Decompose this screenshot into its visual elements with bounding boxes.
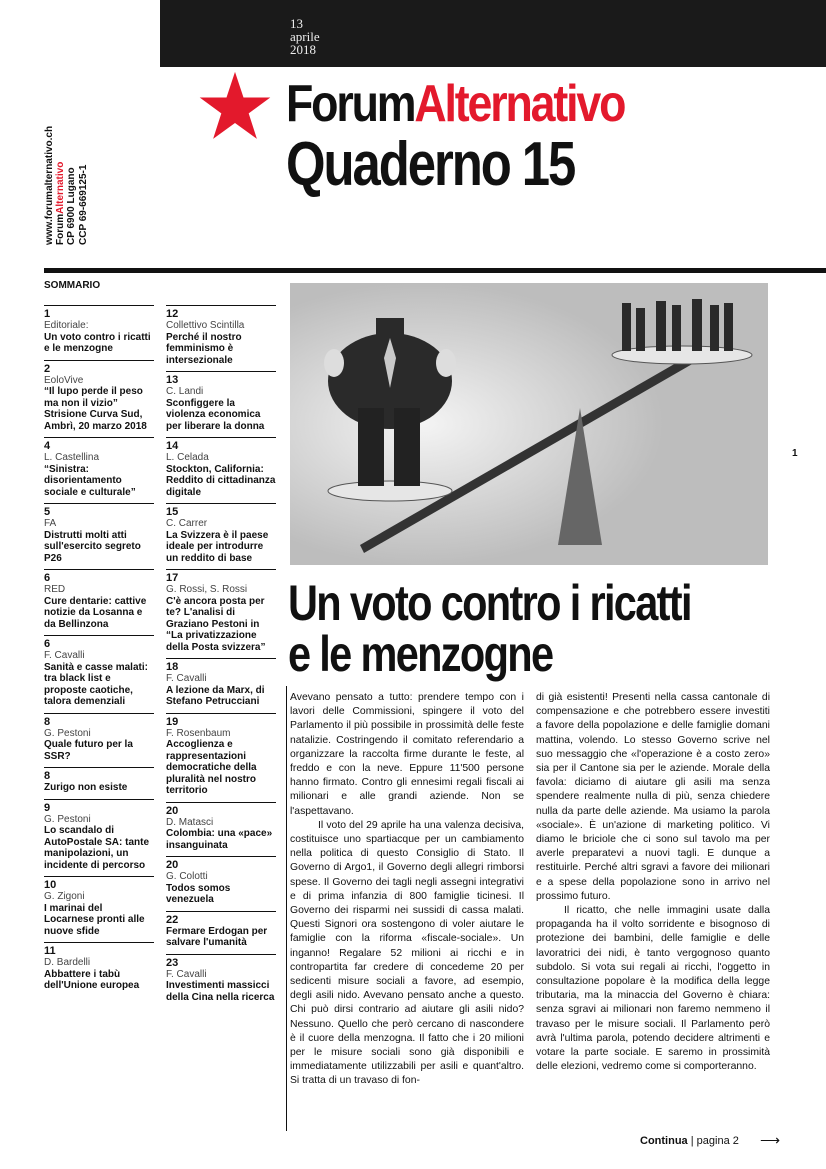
paragraph: Il ricatto, che nelle immagini usate dalla propaganda ha il volto sorridente e bisognoso di protezione dei bambini, delle famiglie e delle lavoratrici dei nidi, è tanto vergognoso quanto subdolo. Si vota sui regali ai ricchi, l'oggetto in consultazione popolare è la modifica della legge tributaria, ma la minaccia del Governo è chiara: senza sgravi ai milionari non faremo nemmeno il travaso per le misure sociali. Il Parlamento però avrà l'ultima parola, potendo decidere altrimenti e votare la parte sociale. E saremo in prossimità delle elezioni, vedremo come si comporteranno. bbox=[536, 905, 770, 1073]
sommario-item-title: Un voto contro i ricatti e le menzogne bbox=[44, 331, 151, 354]
sommario-author: C. Carrer bbox=[166, 518, 208, 529]
sommario-page-number: 6 bbox=[44, 572, 51, 584]
sommario-item[interactable] bbox=[44, 876, 154, 937]
sommario-page-number: 19 bbox=[166, 715, 179, 728]
sommario-page-number: 6 bbox=[44, 638, 51, 650]
sommario-author: Collettivo Scintilla bbox=[166, 320, 245, 331]
sommario-author: F. Cavalli bbox=[166, 673, 207, 684]
paragraph: di già esistenti! Presenti nella cassa cantonale di compensazione e che potrebbero essere investiti a favore della popolazione e delle famiglie domani mattina, volendo. Lo stesso Governo scrive nel suo messaggio che «l'operazione è a costo zero» sia per il Cantone sia per le aziende. Morale della favola: diciamo di aiutare gli asili ma senza spendere realmente nulla di più, senza chiedere nulla da parte delle aziende. Ma usiamo la parola «sociale». È un'azione di marketing politico. Vi diamo le briciole che ci sono sul tavolo ma per averle preparatevi a nuovi tagli. E dunque a restituirle. Perché altri sgravi a favore dei milionari e a spese della popolazione sono in arrivo nel prossimo futuro. bbox=[536, 692, 770, 902]
continue-link[interactable] bbox=[640, 1132, 780, 1149]
sommario-page-number: 1 bbox=[44, 308, 51, 320]
sommario-item[interactable] bbox=[44, 635, 154, 708]
sommario-item[interactable] bbox=[166, 658, 276, 708]
sommario-page-number: 8 bbox=[44, 770, 51, 782]
sommario-page-number: 18 bbox=[166, 661, 179, 673]
sommario-item-title: Zurigo non esiste bbox=[44, 782, 128, 793]
issue-date bbox=[290, 17, 350, 56]
sommario-item-title: Lo scandalo di AutoPostale SA: tante manipolazioni, un incidente di percorso bbox=[44, 825, 150, 871]
sommario-item[interactable] bbox=[44, 305, 154, 355]
sommario-item-title: Sanità e casse malati: tra black list e proposte caotiche, talora demenziali bbox=[44, 661, 148, 707]
continua-label: Continua bbox=[640, 1135, 688, 1147]
sommario-item-title: Fermare Erdogan per salvare l'umanità bbox=[166, 925, 268, 948]
sommario-item[interactable] bbox=[166, 856, 276, 906]
sommario-item[interactable] bbox=[166, 802, 276, 852]
sommario-page-number: 4 bbox=[44, 440, 51, 452]
sommario-item[interactable] bbox=[44, 360, 154, 433]
article-illustration bbox=[290, 283, 768, 565]
sommario-item[interactable] bbox=[166, 371, 276, 432]
sommario-item[interactable] bbox=[166, 713, 276, 797]
article-headline bbox=[288, 575, 691, 682]
sommario-item[interactable] bbox=[166, 954, 276, 1004]
sommario-page-number: 12 bbox=[166, 308, 179, 320]
sommario-page-number: 17 bbox=[166, 572, 179, 584]
sommario-item[interactable] bbox=[166, 437, 276, 498]
sommario-item[interactable] bbox=[44, 767, 154, 794]
sommario-page-number: 22 bbox=[166, 913, 179, 926]
sommario-item-title: Sconfiggere la violenza economica per liberare la donna bbox=[166, 397, 265, 432]
sommario-item-title: Todos somos venezuela bbox=[166, 882, 231, 905]
org-alternativo: Alternativo bbox=[55, 161, 67, 214]
date-bar bbox=[160, 0, 826, 67]
website-link[interactable]: www.forumalternativo.ch bbox=[44, 125, 55, 245]
sommario-item[interactable] bbox=[166, 503, 276, 564]
sommario-author: EoloVive bbox=[44, 374, 84, 386]
sommario-column-2 bbox=[166, 305, 276, 1008]
sommario-page-number: 2 bbox=[44, 362, 51, 375]
ccp-number: CCP 69-669125-1 bbox=[77, 164, 89, 245]
sommario-author: L. Castellina bbox=[44, 452, 100, 463]
sommario-item-title: “Sinistra: disorientamento sociale e culturale” bbox=[44, 463, 136, 498]
header-rule bbox=[44, 268, 826, 273]
sommario-item-title: Quale futuro per la SSR? bbox=[44, 739, 133, 762]
masthead-forum: Forum bbox=[286, 75, 415, 133]
paragraph: Avevano pensato a tutto: prendere tempo con i lavori delle Commissioni, spingere il voto del Parlamento il più possibile in prossimità delle feste natalizie. Costringendo il comitato referendario a organizzare la raccolta firme durante le feste, al freddo e con la neve. Eppure 11'500 persone hanno firmato. Contro gli ennesimi regali fiscali ai milionari e alle grandi aziende. Non se l'aspettavano. bbox=[290, 692, 524, 817]
sommario-page-number: 13 bbox=[166, 374, 179, 386]
date-month: aprile bbox=[290, 29, 320, 44]
sommario-item[interactable] bbox=[44, 799, 154, 872]
sommario-item[interactable] bbox=[44, 569, 154, 630]
sommario-author: F. Rosenbaum bbox=[166, 727, 231, 739]
masthead-issue: Quaderno 15 bbox=[286, 130, 575, 199]
sommario-author: G. Pestoni bbox=[44, 813, 91, 825]
headline-line-1: Un voto contro i ricatti bbox=[288, 575, 691, 631]
sommario-author: RED bbox=[44, 584, 66, 595]
date-day: 13 bbox=[290, 16, 303, 31]
sommario-item[interactable] bbox=[166, 305, 276, 366]
sommario-author: G. Colotti bbox=[166, 871, 208, 882]
sommario-item-title: A lezione da Marx, di Stefano Petrucciani bbox=[166, 684, 265, 707]
address: CP 6900 Lugano bbox=[66, 167, 78, 245]
article-column-1 bbox=[290, 691, 524, 1089]
sommario-item-title: Colombia: una «pace» insanguinata bbox=[166, 828, 273, 851]
sommario-item-title: Perché il nostro femminismo è intersezionale bbox=[166, 331, 242, 366]
org-name bbox=[55, 126, 66, 245]
sommario-page-number: 14 bbox=[166, 440, 179, 452]
sommario-author: F. Cavalli bbox=[166, 968, 207, 980]
sommario-page-number: 20 bbox=[166, 859, 179, 871]
sommario-item-title: Abbattere i tabù dell'Unione europea bbox=[44, 968, 140, 991]
sommario-page-number: 15 bbox=[166, 506, 179, 518]
sommario-author: D. Matasci bbox=[166, 816, 214, 828]
sommario-author: G. Zigoni bbox=[44, 891, 85, 902]
sommario-page-number: 10 bbox=[44, 879, 57, 891]
sommario-item-title: C'è ancora posta per te? L'analisi di Graziano Pestoni in “La privatizzazione della Posta svizzera” bbox=[166, 595, 266, 653]
article-column-2 bbox=[536, 691, 770, 1074]
sommario-item[interactable] bbox=[44, 713, 154, 763]
sommario-title: SOMMARIO bbox=[44, 280, 101, 291]
sommario-page-number: 9 bbox=[44, 801, 51, 814]
paragraph: Il voto del 29 aprile ha una valenza decisiva, costituisce uno spartiacque per un cambiamento nella politica di questo Consiglio di Stato. Il Governo di Argo1, il Governo degli allegri rimborsi spese. Il Governo dei tagli negli assegni integrativi e di prima infanzia di 800 famiglie ticinesi. Il Governo dei risparmi nei sussidi di cassa malati. Questi Signori ora sostengono di voler aiutare le famiglie con la riforma «fiscale-sociale». Un inganno! Regalare 52 milioni ai ricchi e in contropartita far credere di concedeme 20 per sedicenti misure sociali a favore, ad esempio, degli asili nido. Avevano pensato anche a questo. Chi può dirsi contrario ad aiutare gli asili nido? Nessuno. Quello che però cercano di nascondere è il cuore della menzogna. Il fatto che i 20 milioni per le misure sociali sono già disponibili e immediatamente utilizzabili per asili e quant'altro. Si tratta di un travaso di fon- bbox=[290, 819, 524, 1087]
vertical-contact-info bbox=[44, 126, 89, 245]
masthead-title bbox=[286, 74, 624, 134]
sommario-author: G. Pestoni bbox=[44, 727, 91, 739]
sommario-item-title: “Il lupo perde il peso ma non il vizio” Strisione Curva Sud, Ambrì, 20 marzo 2018 bbox=[44, 386, 147, 432]
sommario-item-title: Stockton, California: Reddito di cittadinanza digitale bbox=[166, 463, 276, 498]
separator: | bbox=[690, 1135, 694, 1147]
sommario-item[interactable] bbox=[44, 503, 154, 564]
headline-line-2: e le menzogne bbox=[288, 626, 553, 682]
sommario-author: Editoriale: bbox=[44, 320, 89, 331]
sommario-item-title: I marinai del Locarnese pronti alle nuove sfide bbox=[44, 902, 145, 937]
sommario-item-title: Accoglienza e rappresentazioni democratiche della pluralità nel nostro territorio bbox=[166, 739, 257, 796]
sommario-item[interactable] bbox=[44, 942, 154, 992]
arrow-right-icon: ⟶ bbox=[759, 1132, 781, 1148]
sommario-page-number: 20 bbox=[166, 804, 179, 817]
org-forum: Forum bbox=[55, 213, 67, 245]
sommario-item-title: Distrutti molti atti sull'esercito segreto P26 bbox=[44, 529, 141, 564]
sommario-item[interactable] bbox=[166, 911, 276, 949]
sommario-author: G. Rossi, S. Rossi bbox=[166, 584, 248, 595]
sommario-column-1 bbox=[44, 305, 154, 997]
sommario-page-number: 8 bbox=[44, 715, 51, 728]
sommario-author: FA bbox=[44, 518, 57, 529]
sommario-author: L. Celada bbox=[166, 452, 209, 463]
masthead-alternativo: Alternativo bbox=[414, 75, 625, 133]
red-star-icon bbox=[199, 70, 271, 140]
sommario-page-number: 23 bbox=[166, 956, 179, 969]
sommario-page-number: 5 bbox=[44, 506, 51, 518]
sommario-item-title: Investimenti massicci della Cina nella ricerca bbox=[166, 980, 275, 1003]
sommario-item[interactable] bbox=[44, 437, 154, 498]
date-year: 2018 bbox=[290, 42, 316, 57]
page-number: 1 bbox=[792, 448, 798, 459]
sommario-author: C. Landi bbox=[166, 386, 204, 397]
sommario-page-number: 11 bbox=[44, 945, 56, 957]
sommario-item[interactable] bbox=[166, 569, 276, 653]
sommario-author: F. Cavalli bbox=[44, 650, 85, 661]
sommario-item-title: Cure dentarie: cattive notizie da Losanna e da Bellinzona bbox=[44, 595, 147, 630]
sommario-item-title: La Svizzera è il paese ideale per introdurre un reddito di base bbox=[166, 529, 269, 564]
sommario-author: D. Bardelli bbox=[44, 957, 91, 968]
page-ref: pagina 2 bbox=[696, 1135, 739, 1147]
column-divider bbox=[286, 686, 287, 1131]
